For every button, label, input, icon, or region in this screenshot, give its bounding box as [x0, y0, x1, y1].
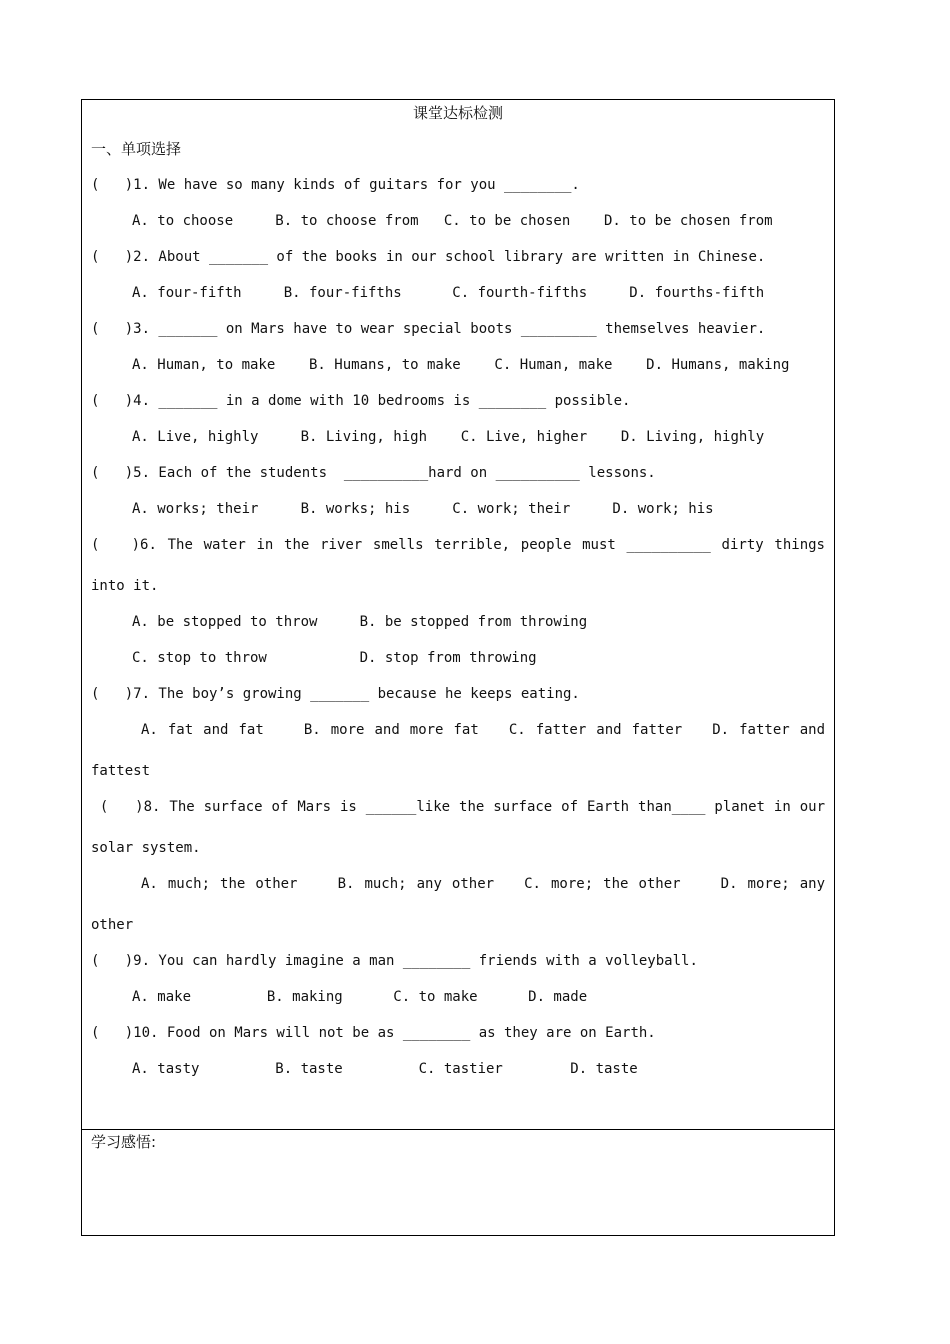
question-9: ( )9. You can hardly imagine a man ________ friends with a volleyball. — [91, 953, 698, 969]
question-3-options: A. Human, to make B. Humans, to make C. Human, make D. Humans, making — [132, 357, 790, 373]
question-2: ( )2. About _______ of the books in our school library are written in Chinese. — [91, 249, 766, 265]
question-8: ( )8. The surface of Mars is ______like the surface of Earth than____ planet in our — [91, 799, 825, 815]
question-8-options: A. much; the other B. much; any other C. more; the other D. more; any — [141, 876, 825, 892]
question-6-options-row-1: A. be stopped to throw B. be stopped from throwing — [132, 614, 588, 630]
question-1-options: A. to choose B. to choose from C. to be chosen D. to be chosen from — [132, 213, 773, 229]
question-7-continuation: fattest — [91, 763, 151, 779]
question-3: ( )3. _______ on Mars have to wear special boots _________ themselves heavier. — [91, 321, 766, 337]
question-10: ( )10. Food on Mars will not be as ________ as they are on Earth. — [91, 1025, 656, 1041]
question-8-continuation: solar system. — [91, 840, 201, 856]
page-title: 课堂达标检测 — [412, 104, 503, 122]
question-9-options: A. make B. making C. to make D. made — [132, 989, 588, 1005]
question-7: ( )7. The boy’s growing _______ because he keeps eating. — [91, 686, 580, 702]
question-7-options: A. fat and fat B. more and more fat C. fatter and fatter D. fatter and — [141, 722, 825, 738]
question-10-options: A. tasty B. taste C. tastier D. taste — [132, 1061, 638, 1077]
section-divider — [82, 1129, 834, 1130]
question-5: ( )5. Each of the students __________hard on __________ lessons. — [91, 465, 656, 481]
section-heading: 一、单项选择 — [91, 140, 182, 158]
question-4-options: A. Live, highly B. Living, high C. Live, higher D. Living, highly — [132, 429, 765, 445]
question-2-options: A. four-fifth B. four-fifths C. fourth-fifths D. fourths-fifth — [132, 285, 765, 301]
question-6-options-row-2: C. stop to throw D. stop from throwing — [132, 650, 537, 666]
worksheet-frame — [81, 99, 835, 1236]
question-1: ( )1. We have so many kinds of guitars for you ________. — [91, 177, 580, 193]
question-8-options-continuation: other — [91, 917, 134, 933]
question-4: ( )4. _______ in a dome with 10 bedrooms is ________ possible. — [91, 393, 631, 409]
question-6-continuation: into it. — [91, 578, 159, 594]
reflection-label: 学习感悟: — [91, 1133, 157, 1151]
question-6: ( )6. The water in the river smells terrible, people must __________ dirty things — [91, 537, 825, 553]
question-5-options: A. works; their B. works; his C. work; their D. work; his — [132, 501, 714, 517]
